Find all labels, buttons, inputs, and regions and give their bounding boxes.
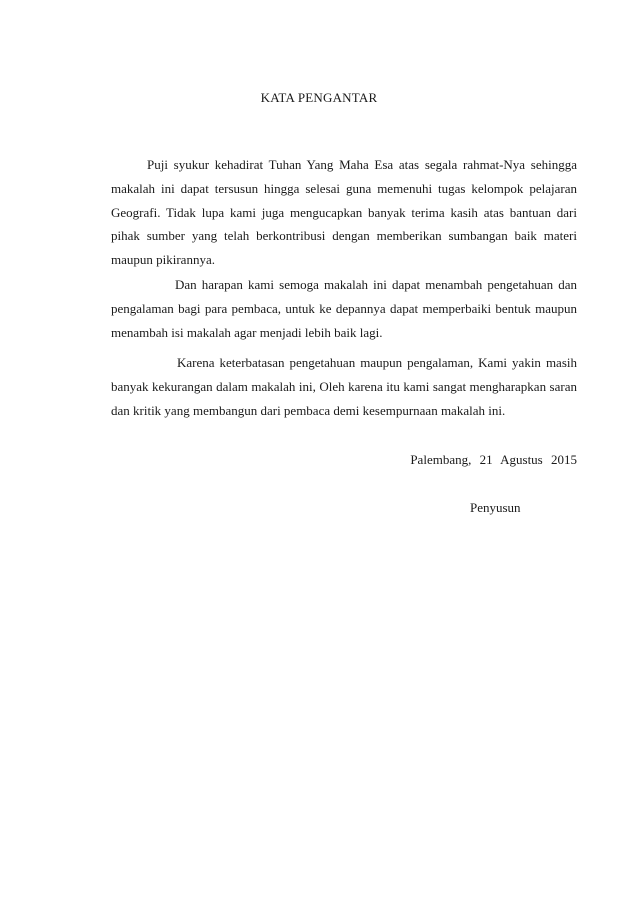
paragraph-opening: Puji syukur kehadirat Tuhan Yang Maha Esa atas segala rahmat-Nya sehingga makalah ini dapat tersusun hingga selesai guna memenuhi tugas kelompok pelajaran Geografi. Tidak lupa kami juga mengucapkan banyak terima kasih atas bantuan dari pihak sumber yang telah berkontribusi dengan memberikan sumbangan baik materi maupun pikirannya. bbox=[111, 157, 577, 268]
author-signature: Penyusun bbox=[470, 500, 521, 515]
paragraph-hope: Dan harapan kami semoga makalah ini dapat menambah pengetahuan dan pengalaman bagi para pembaca, untuk ke depannya dapat memperbaiki bentuk maupun menambah isi makalah agar menjadi lebih baik lagi. bbox=[111, 277, 577, 340]
place-date: Palembang, 21 Agustus 2015 bbox=[410, 452, 577, 467]
paragraph-closing: Karena keterbatasan pengetahuan maupun pengalaman, Kami yakin masih banyak kekurangan dalam makalah ini, Oleh karena itu kami sangat mengharapkan saran dan kritik yang membangun dari pembaca demi kesempurnaan makalah ini. bbox=[111, 355, 577, 418]
page-title: KATA PENGANTAR bbox=[260, 90, 378, 105]
